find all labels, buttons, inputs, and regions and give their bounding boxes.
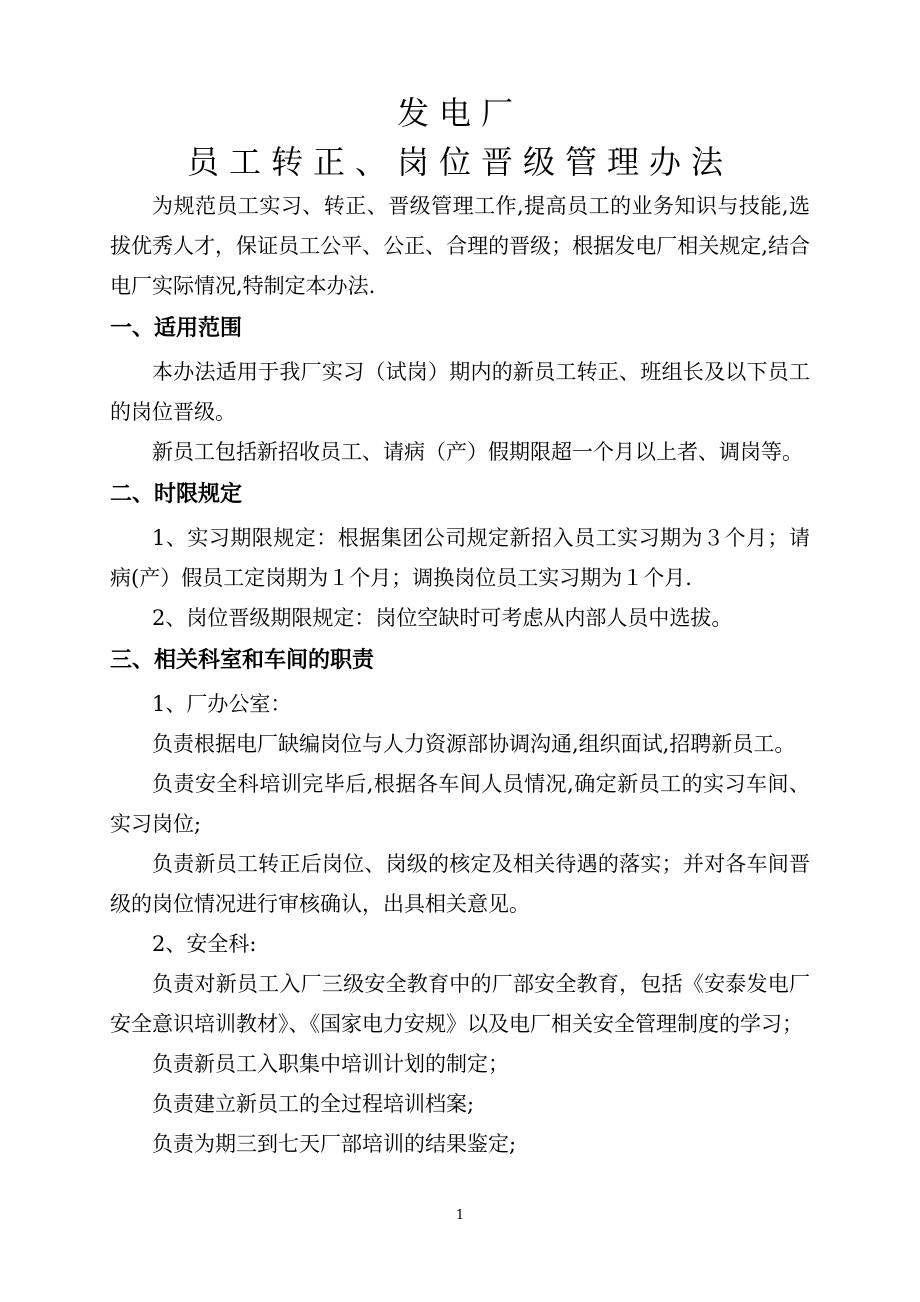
section3-paragraph-7: 负责为期三到七天厂部培训的结果鉴定; xyxy=(152,1132,517,1156)
section1-paragraph-2: 新员工包括新招收员工、请病（产）假期限超一个月以上者、调岗等。 xyxy=(152,440,803,464)
section3-paragraph-2: 负责安全科培训完毕后,根据各车间人员情况,确定新员工的实习车间、实习岗位; xyxy=(110,772,810,836)
document-body xyxy=(110,186,810,1164)
section3-paragraph-6: 负责建立新员工的全过程培训档案; xyxy=(152,1092,475,1116)
section2-paragraph-2: 2、岗位晋级期限规定：岗位空缺时可考虑从内部人员中选拔。 xyxy=(152,606,733,630)
section1-paragraph-1: 本办法适用于我厂实习（试岗）期内的新员工转正、班组长及以下员工的岗位晋级。 xyxy=(110,360,810,424)
section3-subheading-safety: 2、安全科: xyxy=(152,932,257,956)
section2-heading: 二、时限规定 xyxy=(110,482,243,507)
section3-paragraph-4: 负责对新员工入厂三级安全教育中的厂部安全教育，包括《安泰发电厂安全意识培训教材》、《国家电力安规》以及电厂相关安全管理制度的学习； xyxy=(110,972,810,1036)
intro-paragraph: 为规范员工实习、转正、晋级管理工作,提高员工的业务知识与技能,选拔优秀人才，保证员工公平、公正、合理的晋级；根据发电厂相关规定,结合电厂实际情况,特制定本办法. xyxy=(110,194,810,298)
section3-paragraph-5: 负责新员工入职集中培训计划的制定； xyxy=(152,1052,509,1076)
document-title-line2: 员工转正、岗位晋级管理办法 xyxy=(186,143,733,181)
section2-paragraph-1: 1、实习期限规定：根据集团公司规定新招入员工实习期为３个月；请病(产）假员工定岗期为１个月；调换岗位员工实习期为１个月. xyxy=(110,526,810,590)
document-title-line1: 发电厂 xyxy=(396,94,523,132)
section3-paragraph-3: 负责新员工转正后岗位、岗级的核定及相关待遇的落实；并对各车间晋级的岗位情况进行审核确认，出具相关意见。 xyxy=(110,852,810,916)
page-number: 1 xyxy=(455,1208,465,1223)
section1-heading: 一、适用范围 xyxy=(110,316,243,341)
section3-subheading-office: 1、厂办公室： xyxy=(152,692,292,716)
section3-paragraph-1: 负责根据电厂缺编岗位与人力资源部协调沟通,组织面试,招聘新员工。 xyxy=(152,732,796,756)
section3-heading: 三、相关科室和车间的职责 xyxy=(110,648,375,673)
